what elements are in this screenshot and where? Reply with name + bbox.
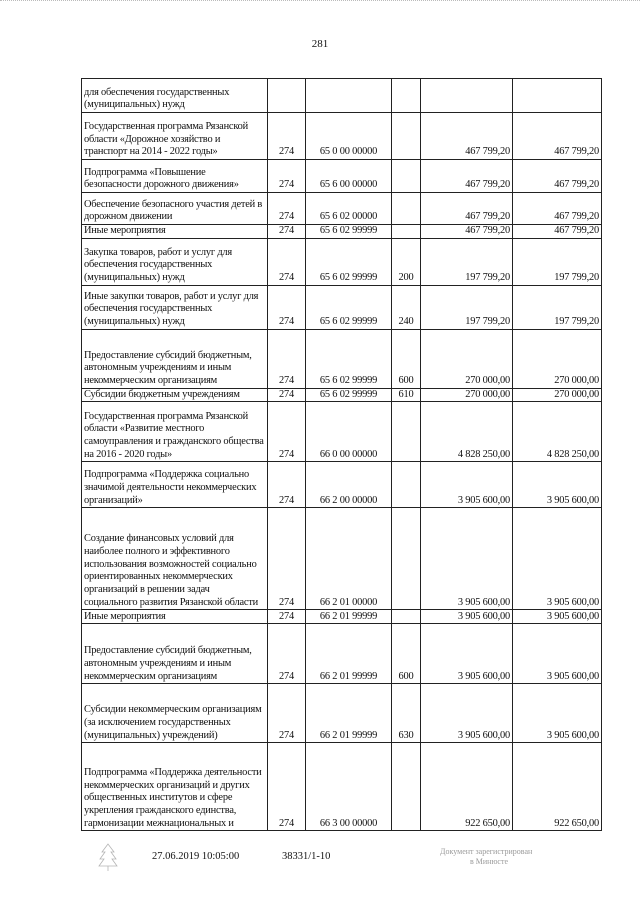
row-amount-2019-cell xyxy=(421,79,513,113)
row-expense-type-cell xyxy=(392,193,421,225)
row-name-cell: для обеспечения государственных (муниципальных) нужд xyxy=(82,79,268,113)
row-amount-2019-cell: 3 905 600,00 xyxy=(421,462,513,508)
row-code-cell: 274 xyxy=(268,402,306,462)
table-row xyxy=(82,508,602,610)
scan-edge xyxy=(0,0,640,7)
row-name-cell: Государственная программа Рязанской области «Развитие местного самоуправления и гражданского общества на 2016 - 2020 годы» xyxy=(82,402,268,462)
row-amount-total-cell: 3 905 600,00 xyxy=(513,508,602,610)
row-target-article-cell: 66 3 00 00000 xyxy=(306,743,392,831)
row-code-cell: 274 xyxy=(268,285,306,329)
table-row xyxy=(82,743,602,831)
row-amount-2019-cell: 4 828 250,00 xyxy=(421,402,513,462)
row-expense-type-cell xyxy=(392,743,421,831)
table-row xyxy=(82,238,602,285)
table-row xyxy=(82,462,602,508)
table-row xyxy=(82,329,602,388)
row-amount-2019-cell: 467 799,20 xyxy=(421,193,513,225)
row-code-cell: 274 xyxy=(268,684,306,743)
row-name-cell: Подпрограмма «Поддержка социально значимой деятельности некоммерческих организаций» xyxy=(82,462,268,508)
row-target-article-cell: 65 6 02 99999 xyxy=(306,285,392,329)
row-code-cell: 274 xyxy=(268,225,306,239)
row-expense-type-cell xyxy=(392,113,421,160)
row-amount-total-cell: 270 000,00 xyxy=(513,388,602,402)
row-expense-type-cell xyxy=(392,462,421,508)
budget-table xyxy=(81,78,602,831)
registration-number: 38331/1-10 xyxy=(282,851,331,862)
row-amount-total-cell: 3 905 600,00 xyxy=(513,462,602,508)
row-target-article-cell xyxy=(306,79,392,113)
row-target-article-cell: 65 0 00 00000 xyxy=(306,113,392,160)
row-amount-2019-cell: 467 799,20 xyxy=(421,160,513,193)
table-row xyxy=(82,624,602,684)
row-name-cell: Иные мероприятия xyxy=(82,225,268,239)
row-amount-2019-cell: 922 650,00 xyxy=(421,743,513,831)
row-code-cell: 274 xyxy=(268,238,306,285)
row-name-cell: Подпрограмма «Поддержка деятельности некоммерческих организаций и других общественных институтов и сфере укрепления гражданского единства, гармонизации межнациональных и xyxy=(82,743,268,831)
row-target-article-cell: 66 2 01 99999 xyxy=(306,684,392,743)
registry-emblem-icon xyxy=(97,842,119,872)
row-expense-type-cell: 630 xyxy=(392,684,421,743)
row-target-article-cell: 65 6 02 99999 xyxy=(306,238,392,285)
row-name-cell: Субсидии бюджетным учреждениям xyxy=(82,388,268,402)
row-target-article-cell: 65 6 02 00000 xyxy=(306,193,392,225)
row-amount-total-cell: 3 905 600,00 xyxy=(513,684,602,743)
table-row xyxy=(82,285,602,329)
row-amount-2019-cell: 467 799,20 xyxy=(421,225,513,239)
table-row xyxy=(82,402,602,462)
row-name-cell: Подпрограмма «Повышение безопасности дорожного движения» xyxy=(82,160,268,193)
row-expense-type-cell xyxy=(392,402,421,462)
row-amount-total-cell: 3 905 600,00 xyxy=(513,624,602,684)
row-expense-type-cell xyxy=(392,508,421,610)
row-code-cell: 274 xyxy=(268,743,306,831)
digital-signature-stamp xyxy=(440,847,610,867)
row-code-cell: 274 xyxy=(268,462,306,508)
row-amount-total-cell: 467 799,20 xyxy=(513,225,602,239)
row-expense-type-cell: 600 xyxy=(392,329,421,388)
row-code-cell: 274 xyxy=(268,160,306,193)
row-name-cell: Субсидии некоммерческим организациям (за исключением государственных (муниципальных) учреждений) xyxy=(82,684,268,743)
row-amount-total-cell: 197 799,20 xyxy=(513,285,602,329)
row-amount-total-cell: 467 799,20 xyxy=(513,193,602,225)
page-footer xyxy=(0,847,640,890)
row-amount-total-cell: 4 828 250,00 xyxy=(513,402,602,462)
row-target-article-cell: 65 6 02 99999 xyxy=(306,225,392,239)
row-code-cell: 274 xyxy=(268,193,306,225)
row-expense-type-cell: 610 xyxy=(392,388,421,402)
row-amount-2019-cell: 3 905 600,00 xyxy=(421,624,513,684)
table-row xyxy=(82,225,602,239)
row-code-cell: 274 xyxy=(268,388,306,402)
row-amount-total-cell: 197 799,20 xyxy=(513,238,602,285)
row-expense-type-cell: 600 xyxy=(392,624,421,684)
row-target-article-cell: 65 6 00 00000 xyxy=(306,160,392,193)
row-amount-2019-cell: 197 799,20 xyxy=(421,238,513,285)
row-amount-2019-cell: 197 799,20 xyxy=(421,285,513,329)
row-expense-type-cell: 240 xyxy=(392,285,421,329)
table-row xyxy=(82,610,602,624)
row-amount-2019-cell: 3 905 600,00 xyxy=(421,610,513,624)
signature-line-1: Документ зарегистрирован xyxy=(440,847,533,856)
row-name-cell: Предоставление субсидий бюджетным, автономным учреждениям и иным некоммерческим организациям xyxy=(82,329,268,388)
row-target-article-cell: 66 2 01 99999 xyxy=(306,624,392,684)
row-code-cell: 274 xyxy=(268,610,306,624)
row-amount-total-cell: 922 650,00 xyxy=(513,743,602,831)
page-number: 281 xyxy=(311,38,329,50)
row-target-article-cell: 66 2 00 00000 xyxy=(306,462,392,508)
row-expense-type-cell xyxy=(392,225,421,239)
row-amount-total-cell: 467 799,20 xyxy=(513,113,602,160)
row-amount-total-cell: 270 000,00 xyxy=(513,329,602,388)
row-amount-2019-cell: 3 905 600,00 xyxy=(421,508,513,610)
row-target-article-cell: 65 6 02 99999 xyxy=(306,329,392,388)
row-amount-2019-cell: 467 799,20 xyxy=(421,113,513,160)
row-expense-type-cell xyxy=(392,610,421,624)
signature-line-2: в Минюсте xyxy=(470,857,509,866)
row-code-cell: 274 xyxy=(268,624,306,684)
row-amount-total-cell xyxy=(513,79,602,113)
row-expense-type-cell xyxy=(392,160,421,193)
row-code-cell: 274 xyxy=(268,508,306,610)
row-target-article-cell: 66 0 00 00000 xyxy=(306,402,392,462)
row-name-cell: Предоставление субсидий бюджетным, автономным учреждениям и иным некоммерческим организациям xyxy=(82,624,268,684)
row-target-article-cell: 65 6 02 99999 xyxy=(306,388,392,402)
row-amount-2019-cell: 270 000,00 xyxy=(421,388,513,402)
table-row xyxy=(82,684,602,743)
table-row xyxy=(82,79,602,113)
budget-table-body xyxy=(82,79,602,831)
row-amount-total-cell: 3 905 600,00 xyxy=(513,610,602,624)
row-code-cell xyxy=(268,79,306,113)
row-expense-type-cell xyxy=(392,79,421,113)
row-code-cell: 274 xyxy=(268,113,306,160)
row-amount-2019-cell: 270 000,00 xyxy=(421,329,513,388)
table-row xyxy=(82,113,602,160)
row-expense-type-cell: 200 xyxy=(392,238,421,285)
row-target-article-cell: 66 2 01 00000 xyxy=(306,508,392,610)
row-amount-total-cell: 467 799,20 xyxy=(513,160,602,193)
row-name-cell: Закупка товаров, работ и услуг для обеспечения государственных (муниципальных) нужд xyxy=(82,238,268,285)
row-name-cell: Государственная программа Рязанской области «Дорожное хозяйство и транспорт на 2014 - 2022 годы» xyxy=(82,113,268,160)
row-amount-2019-cell: 3 905 600,00 xyxy=(421,684,513,743)
row-name-cell: Иные закупки товаров, работ и услуг для обеспечения государственных (муниципальных) нужд xyxy=(82,285,268,329)
table-row xyxy=(82,193,602,225)
row-name-cell: Создание финансовых условий для наиболее полного и эффективного использования возможностей социально ориентированных некоммерческих организаций в решении задач социального развития Рязанской области xyxy=(82,508,268,610)
table-row xyxy=(82,160,602,193)
row-name-cell: Обеспечение безопасного участия детей в дорожном движении xyxy=(82,193,268,225)
registration-datetime: 27.06.2019 10:05:00 xyxy=(152,851,240,862)
table-row xyxy=(82,388,602,402)
row-target-article-cell: 66 2 01 99999 xyxy=(306,610,392,624)
row-name-cell: Иные мероприятия xyxy=(82,610,268,624)
row-code-cell: 274 xyxy=(268,329,306,388)
